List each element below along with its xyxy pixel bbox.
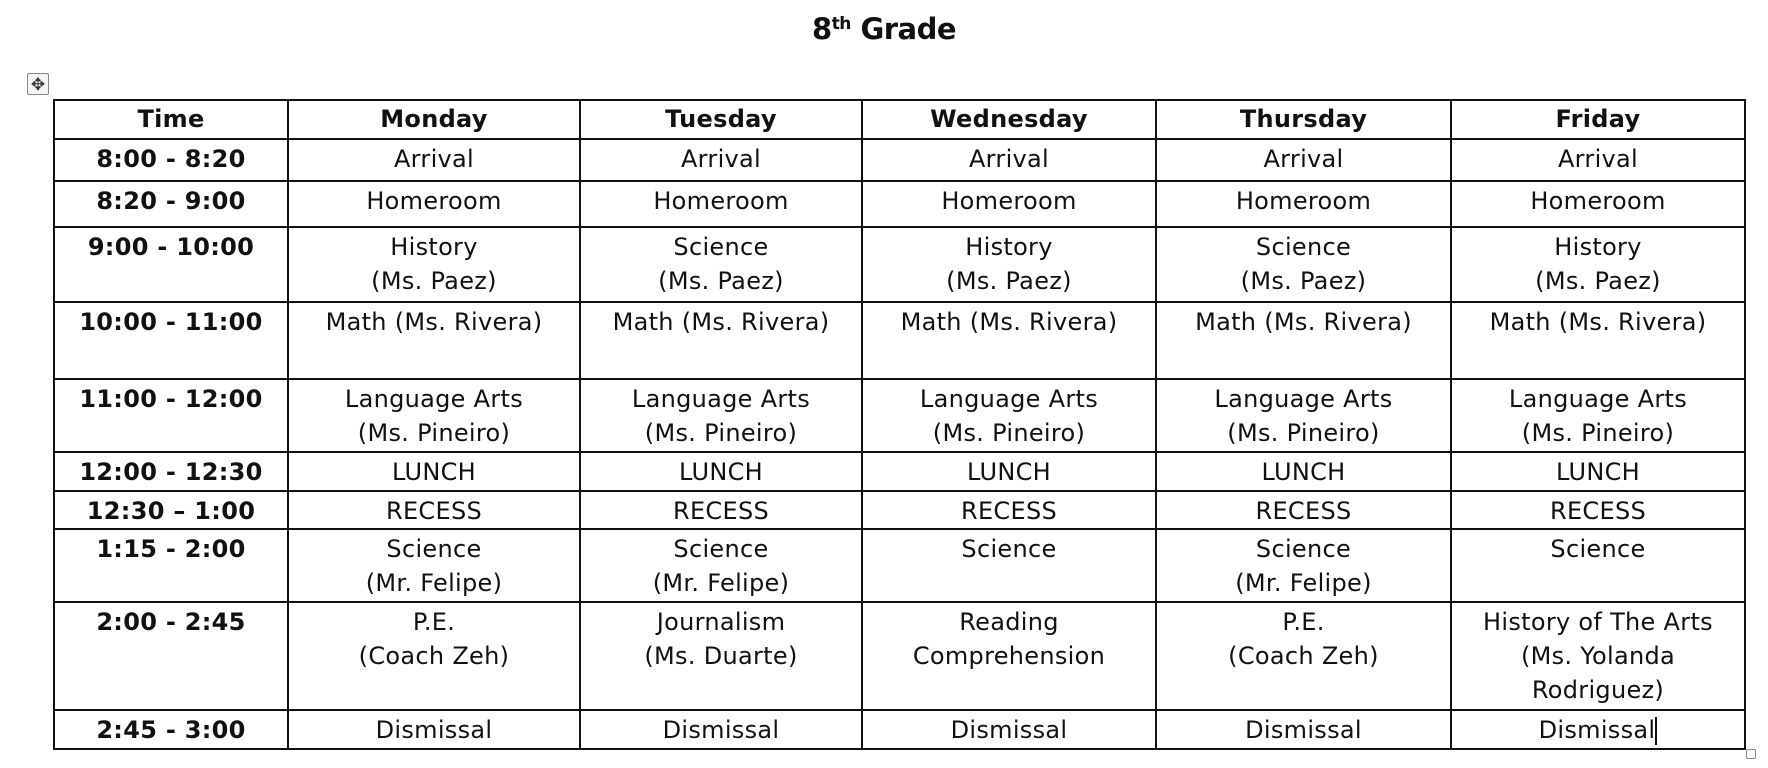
table-resize-handle[interactable] bbox=[1746, 749, 1756, 759]
cell-line: Dismissal bbox=[1245, 716, 1362, 744]
time-cell[interactable]: 2:00 - 2:45 bbox=[54, 602, 288, 710]
column-header-thursday[interactable]: Thursday bbox=[1156, 100, 1451, 139]
title-number: 8 bbox=[811, 12, 832, 46]
cell-line: Arrival bbox=[680, 145, 762, 173]
column-header-wednesday[interactable]: Wednesday bbox=[862, 100, 1156, 139]
time-cell[interactable]: 12:00 - 12:30 bbox=[54, 452, 288, 491]
cell-line: (Ms. Paez) bbox=[946, 267, 1072, 295]
class-cell-wednesday[interactable] bbox=[862, 529, 1156, 602]
class-cell-wednesday[interactable] bbox=[862, 452, 1156, 491]
class-cell-monday[interactable] bbox=[288, 227, 580, 302]
column-header-monday[interactable]: Monday bbox=[288, 100, 580, 139]
class-cell-monday[interactable] bbox=[288, 302, 580, 379]
text-cursor bbox=[1655, 717, 1657, 745]
cell-line: RECESS bbox=[385, 497, 483, 525]
cell-line: Arrival bbox=[393, 145, 475, 173]
time-cell[interactable]: 10:00 - 11:00 bbox=[54, 302, 288, 379]
class-cell-friday[interactable] bbox=[1451, 602, 1745, 710]
class-cell-wednesday[interactable] bbox=[862, 379, 1156, 452]
page-title bbox=[0, 12, 1768, 46]
cell-line: Science bbox=[1255, 535, 1352, 563]
cell-line: LUNCH bbox=[679, 458, 763, 486]
column-header-friday[interactable]: Friday bbox=[1451, 100, 1745, 139]
cell-line: Comprehension bbox=[912, 642, 1106, 670]
cell-line: Language Arts bbox=[1214, 385, 1393, 413]
class-cell-tuesday[interactable] bbox=[580, 529, 862, 602]
cell-line: Language Arts bbox=[919, 385, 1099, 413]
column-header-tuesday[interactable]: Tuesday bbox=[580, 100, 862, 139]
time-cell[interactable]: 12:30 – 1:00 bbox=[54, 491, 288, 529]
class-cell-thursday[interactable] bbox=[1156, 529, 1451, 602]
cell-line: Homeroom bbox=[366, 187, 502, 215]
class-cell-friday[interactable] bbox=[1451, 710, 1745, 749]
cell-line: Dismissal bbox=[1538, 716, 1656, 744]
table-row bbox=[54, 302, 1745, 379]
cell-line: Science bbox=[1550, 535, 1646, 563]
cell-line: Science bbox=[386, 535, 482, 563]
column-header-time[interactable]: Time bbox=[54, 100, 288, 139]
cell-line: (Mr. Felipe) bbox=[1235, 569, 1372, 597]
cell-line: RECESS bbox=[1549, 497, 1647, 525]
table-row bbox=[54, 602, 1745, 710]
cell-line: History bbox=[1554, 233, 1642, 261]
class-cell-tuesday[interactable] bbox=[580, 602, 862, 710]
class-cell-thursday[interactable] bbox=[1156, 379, 1451, 452]
cell-line: Language Arts bbox=[344, 385, 524, 413]
class-cell-thursday[interactable] bbox=[1156, 602, 1451, 710]
cell-line: (Mr. Felipe) bbox=[652, 569, 790, 597]
cell-line: (Ms. Paez) bbox=[658, 267, 784, 295]
cell-line: Arrival bbox=[968, 145, 1050, 173]
cell-line: (Ms. Pineiro) bbox=[644, 419, 798, 447]
class-cell-monday[interactable] bbox=[288, 602, 580, 710]
cell-line: Science bbox=[1255, 233, 1352, 261]
cell-line: (Coach Zeh) bbox=[1228, 642, 1379, 670]
cell-line: LUNCH bbox=[1261, 458, 1346, 486]
class-cell-thursday[interactable] bbox=[1156, 452, 1451, 491]
cell-line: (Ms. Paez) bbox=[1535, 267, 1661, 295]
class-cell-tuesday[interactable] bbox=[580, 379, 862, 452]
class-cell-monday[interactable] bbox=[288, 452, 580, 491]
class-cell-friday[interactable] bbox=[1451, 181, 1745, 227]
cell-line: Homeroom bbox=[1235, 187, 1372, 215]
class-cell-wednesday[interactable] bbox=[862, 181, 1156, 227]
time-cell[interactable]: 8:20 - 9:00 bbox=[54, 181, 288, 227]
class-cell-thursday[interactable] bbox=[1156, 491, 1451, 529]
table-row bbox=[54, 452, 1745, 491]
cell-line: Language Arts bbox=[1508, 385, 1688, 413]
class-cell-thursday[interactable] bbox=[1156, 302, 1451, 379]
cell-line: Science bbox=[673, 233, 769, 261]
cell-line: P.E. bbox=[412, 608, 456, 636]
cell-line: Homeroom bbox=[1530, 187, 1666, 215]
cell-line: Journalism bbox=[656, 608, 786, 636]
class-cell-monday[interactable] bbox=[288, 529, 580, 602]
cell-line: (Ms. Pineiro) bbox=[1521, 419, 1675, 447]
cell-line: Math (Ms. Rivera) bbox=[1489, 308, 1707, 336]
class-cell-tuesday[interactable] bbox=[580, 710, 862, 749]
cell-line: Dismissal bbox=[375, 716, 493, 744]
cell-line: Arrival bbox=[1263, 145, 1344, 173]
table-row bbox=[54, 529, 1745, 602]
class-cell-wednesday[interactable] bbox=[862, 491, 1156, 529]
class-cell-tuesday[interactable] bbox=[580, 139, 862, 181]
class-cell-monday[interactable] bbox=[288, 491, 580, 529]
time-cell[interactable]: 1:15 - 2:00 bbox=[54, 529, 288, 602]
cell-line: (Ms. Pineiro) bbox=[357, 419, 511, 447]
schedule-table bbox=[53, 99, 1746, 750]
cell-line: Homeroom bbox=[653, 187, 789, 215]
header-row bbox=[54, 100, 1745, 139]
class-cell-friday[interactable] bbox=[1451, 302, 1745, 379]
cell-line: History bbox=[390, 233, 478, 261]
cell-line: (Ms. Pineiro) bbox=[1227, 419, 1380, 447]
time-cell[interactable]: 2:45 - 3:00 bbox=[54, 710, 288, 749]
class-cell-friday[interactable] bbox=[1451, 529, 1745, 602]
class-cell-friday[interactable] bbox=[1451, 452, 1745, 491]
table-row bbox=[54, 181, 1745, 227]
class-cell-monday[interactable] bbox=[288, 139, 580, 181]
table-row bbox=[54, 710, 1745, 749]
cell-line: History of The Arts bbox=[1483, 608, 1713, 636]
cell-line: RECESS bbox=[960, 497, 1058, 525]
cell-line: Math (Ms. Rivera) bbox=[325, 308, 543, 336]
class-cell-wednesday[interactable] bbox=[862, 710, 1156, 749]
class-cell-tuesday[interactable] bbox=[580, 181, 862, 227]
cell-line: (Ms. Pineiro) bbox=[932, 419, 1086, 447]
class-cell-tuesday[interactable] bbox=[580, 491, 862, 529]
class-cell-tuesday[interactable] bbox=[580, 227, 862, 302]
time-cell[interactable]: 8:00 - 8:20 bbox=[54, 139, 288, 181]
class-cell-monday[interactable] bbox=[288, 181, 580, 227]
cell-line: Science bbox=[673, 535, 769, 563]
cell-line: RECESS bbox=[1255, 497, 1352, 525]
table-move-handle-icon[interactable]: ✥ bbox=[27, 73, 49, 95]
cell-line: (Ms. Duarte) bbox=[644, 642, 798, 670]
class-cell-monday[interactable] bbox=[288, 379, 580, 452]
cell-line: (Ms. Paez) bbox=[371, 267, 497, 295]
time-cell[interactable]: 11:00 - 12:00 bbox=[54, 379, 288, 452]
title-superscript: th bbox=[831, 14, 851, 34]
title-text: Grade bbox=[850, 12, 957, 46]
cell-line: P.E. bbox=[1282, 608, 1325, 636]
cell-line: (Mr. Felipe) bbox=[365, 569, 503, 597]
class-cell-monday[interactable] bbox=[288, 710, 580, 749]
class-cell-friday[interactable] bbox=[1451, 379, 1745, 452]
cell-line: Rodriguez) bbox=[1531, 676, 1665, 704]
cell-line: Arrival bbox=[1557, 145, 1639, 173]
table-row bbox=[54, 227, 1745, 302]
class-cell-thursday[interactable] bbox=[1156, 139, 1451, 181]
cell-line: Language Arts bbox=[631, 385, 811, 413]
class-cell-tuesday[interactable] bbox=[580, 452, 862, 491]
cell-line: Math (Ms. Rivera) bbox=[612, 308, 830, 336]
class-cell-wednesday[interactable] bbox=[862, 302, 1156, 379]
cell-line: LUNCH bbox=[967, 458, 1051, 486]
cell-line: Dismissal bbox=[662, 716, 780, 744]
class-cell-wednesday[interactable] bbox=[862, 227, 1156, 302]
cell-line: (Coach Zeh) bbox=[358, 642, 510, 670]
class-cell-thursday[interactable] bbox=[1156, 710, 1451, 749]
table-row bbox=[54, 491, 1745, 529]
class-cell-tuesday[interactable] bbox=[580, 302, 862, 379]
cell-line: Homeroom bbox=[941, 187, 1077, 215]
cell-line: LUNCH bbox=[392, 458, 476, 486]
time-cell[interactable]: 9:00 - 10:00 bbox=[54, 227, 288, 302]
cell-line: RECESS bbox=[672, 497, 770, 525]
class-cell-friday[interactable] bbox=[1451, 139, 1745, 181]
cell-line: History bbox=[965, 233, 1053, 261]
class-cell-thursday[interactable] bbox=[1156, 227, 1451, 302]
table-row bbox=[54, 379, 1745, 452]
cell-line: (Ms. Paez) bbox=[1240, 267, 1367, 295]
cell-line: Dismissal bbox=[950, 716, 1068, 744]
cell-line: Math (Ms. Rivera) bbox=[900, 308, 1118, 336]
cell-line: Math (Ms. Rivera) bbox=[1195, 308, 1412, 336]
class-cell-wednesday[interactable] bbox=[862, 139, 1156, 181]
cell-line: LUNCH bbox=[1556, 458, 1640, 486]
class-cell-wednesday[interactable] bbox=[862, 602, 1156, 710]
cell-line: Science bbox=[961, 535, 1057, 563]
class-cell-thursday[interactable] bbox=[1156, 181, 1451, 227]
class-cell-friday[interactable] bbox=[1451, 491, 1745, 529]
cell-line: (Ms. Yolanda bbox=[1520, 642, 1676, 670]
table-row bbox=[54, 139, 1745, 181]
cell-line: Reading bbox=[959, 608, 1059, 636]
class-cell-friday[interactable] bbox=[1451, 227, 1745, 302]
